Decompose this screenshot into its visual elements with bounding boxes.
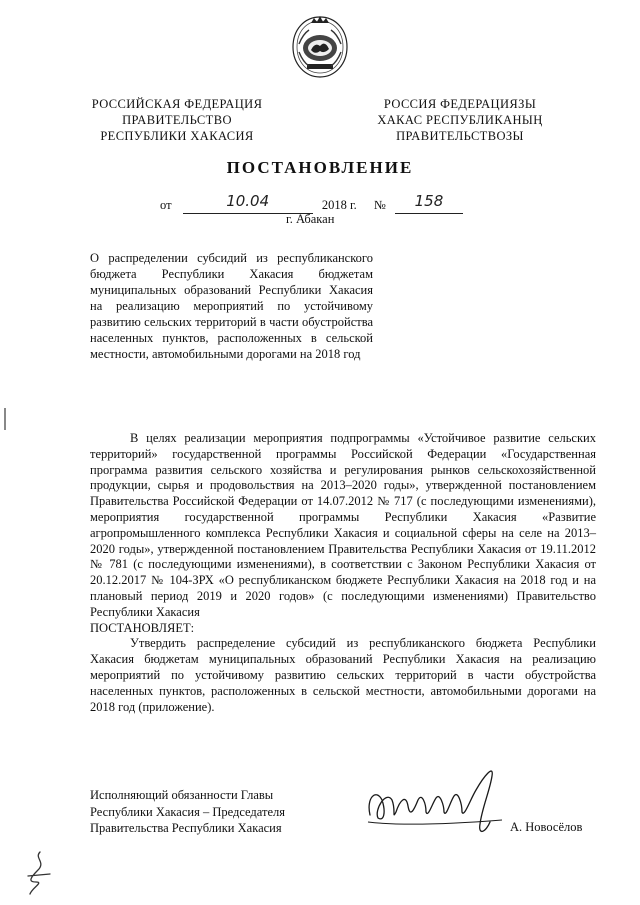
signatory-line: Правительства Республики Хакасия bbox=[90, 821, 282, 835]
header-right-line: ПРАВИТЕЛЬСТВОЗЫ bbox=[396, 129, 524, 143]
handwritten-initials bbox=[20, 848, 60, 898]
header-left-line: РЕСПУБЛИКИ ХАКАСИЯ bbox=[100, 129, 254, 143]
header-left-block bbox=[82, 96, 272, 144]
coat-of-arms-icon bbox=[289, 14, 351, 80]
signer-name: А. Новосёлов bbox=[510, 820, 583, 834]
header-left-line: ПРАВИТЕЛЬСТВО bbox=[122, 113, 232, 127]
number-label: № bbox=[373, 198, 386, 212]
subject-heading: О распределении субсидий из республиканского бюджета Республики Хакасия бюджетам муниципальных образований Республики Хакасия на реализацию мероприятий по устойчивому развитию сельских территорий в части обустройства населенных пунктов, расположенных в сельской местности, автомобильными дорогами на 2018 год bbox=[90, 251, 373, 361]
handwritten-number: 158 bbox=[414, 192, 444, 210]
signatory-title bbox=[90, 787, 285, 837]
preamble-paragraph: В целях реализации мероприятия подпрограммы «Устойчивое развитие сельских территорий» государственной программы Российской Федерации «Государственная программа развития сельского хозяйства и регулирования рынков сельскохозяйственной продукции, сырья и продовольствия на 2013–2020 годы», утвержденной постановлением Правительства Российской Федерации от 14.07.2012 № 717 (с последующими изменениями), мероприятия государственной программы Республики Хакасия «Развитие агропромышленного комплекса Республики Хакасия и социальной сферы на селе на 2013–2020 годы», утвержденной постановлением Правительства Республики Хакасия от 19.11.2012 № 781 (с последующими изменениями), в соответствии с Законом Республики Хакасия от 20.12.2017 № 104-ЗРХ «О республиканском бюджете Республики Хакасия на 2018 год и на плановый период 2019 и 2020 годов» (с последующими изменениями) Правительство Республики Хакасия bbox=[90, 431, 596, 619]
document-title: ПОСТАНОВЛЕНИЕ bbox=[226, 158, 414, 177]
decree-word: ПОСТАНОВЛЯЕТ: bbox=[90, 620, 195, 635]
from-label: от bbox=[160, 198, 172, 212]
signatory-line: Исполняющий обязанности Главы bbox=[90, 788, 274, 802]
header-right-line: РОССИЯ ФЕДЕРАЦИЯЗЫ bbox=[383, 97, 537, 111]
margin-mark bbox=[4, 408, 6, 430]
year-label: 2018 г. bbox=[321, 198, 357, 212]
number-field bbox=[395, 192, 463, 214]
handwritten-date: 10.04 bbox=[226, 192, 270, 210]
body-text bbox=[90, 431, 596, 715]
signatory-line: Республики Хакасия – Председателя bbox=[90, 804, 286, 819]
city-label: г. Абакан bbox=[286, 212, 335, 226]
handwritten-signature bbox=[362, 760, 522, 840]
header-right-line: ХАКАС РЕСПУБЛИКАНЫҢ bbox=[377, 113, 543, 127]
header-right-block bbox=[370, 96, 550, 144]
decision-paragraph: Утвердить распределение субсидий из республиканского бюджета Республики Хакасия бюджетам муниципальных образований Республики Хакасия на реализацию мероприятий по устойчивому развитию сельских территорий в части обустройства населенных пунктов, расположенных в сельской местности, автомобильными дорогами на 2018 год (приложение). bbox=[90, 636, 596, 714]
header-left-line: РОССИЙСКАЯ ФЕДЕРАЦИЯ bbox=[91, 97, 263, 111]
